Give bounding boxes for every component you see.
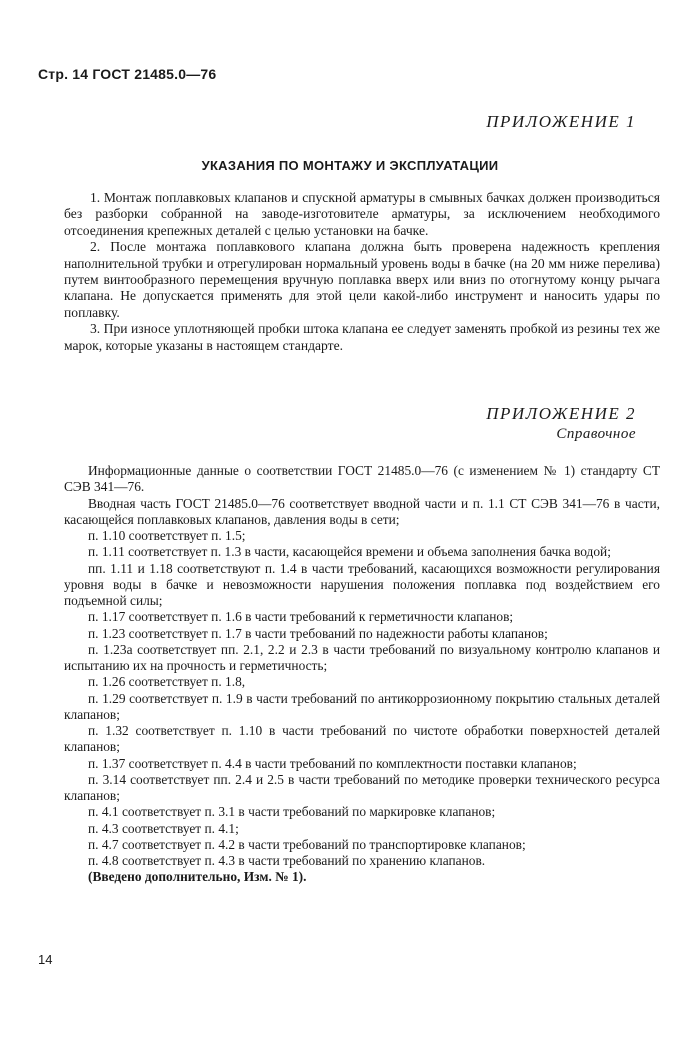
appendix-1-paragraph: 3. При износе уплотняющей пробки штока клапана ее следует заменять пробкой из резины тех же марок, которые указаны в настоящем стандарте. (64, 321, 660, 353)
appendix-2-paragraph: п. 4.3 соответствует п. 4.1; (88, 820, 239, 836)
appendix-2-label (486, 404, 636, 444)
appendix-1-body (64, 190, 660, 354)
appendix-2-paragraph: п. 4.7 соответствует п. 4.2 в части требований по транспортировке клапанов; (88, 836, 526, 852)
appendix-2-paragraph: п. 1.10 соответствует п. 1.5; (88, 528, 246, 543)
appendix-2-paragraph: п. 1.23а соответствует пп. 2.1, 2.2 и 2.3 в части требований по визуальному контролю клапанов и испытанию их на прочность и герметичность; (64, 641, 660, 673)
appendix-2-paragraph: п. 1.11 соответствует п. 1.3 в части, касающейся времени и объема заполнения бачка водой; (88, 544, 611, 560)
appendix-1-paragraph: 1. Монтаж поплавковых клапанов и спускной арматуры в смывных бачках должен производиться без разборки собранной на заводе-изготовителе арматуры, за исключением необходимого отсоединения крепежных деталей с целью установки на бачке. (64, 190, 660, 238)
appendix-1-title: УКАЗАНИЯ ПО МОНТАЖУ И ЭКСПЛУАТАЦИИ (201, 158, 499, 173)
appendix-1-label-text: ПРИЛОЖЕНИЕ 1 (486, 112, 636, 131)
appendix-1-paragraph: 2. После монтажа поплавкового клапана должна быть проверена надежность крепления наполнительной трубки и отрегулирован нормальный уровень воды в бачке (на 20 мм ниже перелива) путем винтообразного перемещения вручную поплавка вверх или вниз по отогнутому концу рычага клапана. Не допускается применять для этой цели какой-либо инструмент и наносить удары по поплавку. (64, 239, 660, 320)
appendix-2-sublabel: Справочное (556, 426, 636, 442)
appendix-2-paragraph: пп. 1.11 и 1.18 соответствуют п. 1.4 в части требований, касающихся возможности регулирования уровня воды в бачке и невозможности нарушения положения поплавка под воздействием его подъемной силы; (64, 560, 660, 608)
page-header: Стр. 14 ГОСТ 21485.0—76 (38, 66, 217, 82)
appendix-2-paragraph: п. 1.37 соответствует п. 4.4 в части требований по комплектности поставки клапанов; (88, 755, 577, 771)
appendix-2-paragraph: п. 4.8 соответствует п. 4.3 в части требований по хранению клапанов. (88, 853, 486, 868)
appendix-2-paragraph: п. 1.26 соответствует п. 1.8, (88, 674, 246, 690)
appendix-2-paragraph: п. 1.29 соответствует п. 1.9 в части требований по антикоррозионному покрытию стальных деталей клапанов; (64, 690, 660, 722)
appendix-2-paragraph: Вводная часть ГОСТ 21485.0—76 соответствует вводной части и п. 1.1 СТ СЭВ 341—76 в части, касающейся поплавковых клапанов, давления воды в сети; (64, 495, 660, 527)
appendix-1-label (486, 112, 636, 132)
appendix-2-paragraph: п. 1.17 соответствует п. 1.6 в части требований к герметичности клапанов; (88, 609, 514, 625)
appendix-2-paragraph: п. 3.14 соответствует пп. 2.4 и 2.5 в части требований по методике проверки технического ресурса клапанов; (64, 771, 660, 803)
page-number: 14 (38, 952, 53, 967)
appendix-2-paragraph: Информационные данные о соответствии ГОСТ 21485.0—76 (с изменением № 1) стандарту СТ СЭВ 341—76. (64, 463, 660, 495)
appendix-2-paragraph: п. 1.32 соответствует п. 1.10 в части требований по чистоте обработки поверхностей деталей клапанов; (64, 723, 660, 755)
appendix-2-body (64, 463, 660, 886)
appendix-2-paragraph: п. 4.1 соответствует п. 3.1 в части требований по маркировке клапанов; (88, 804, 496, 820)
appendix-2-label-text: ПРИЛОЖЕНИЕ 2 (486, 404, 636, 423)
appendix-2-paragraph: п. 1.23 соответствует п. 1.7 в части требований по надежности работы клапанов; (88, 625, 548, 641)
amendment-note: (Введено дополнительно, Изм. № 1). (88, 869, 307, 885)
